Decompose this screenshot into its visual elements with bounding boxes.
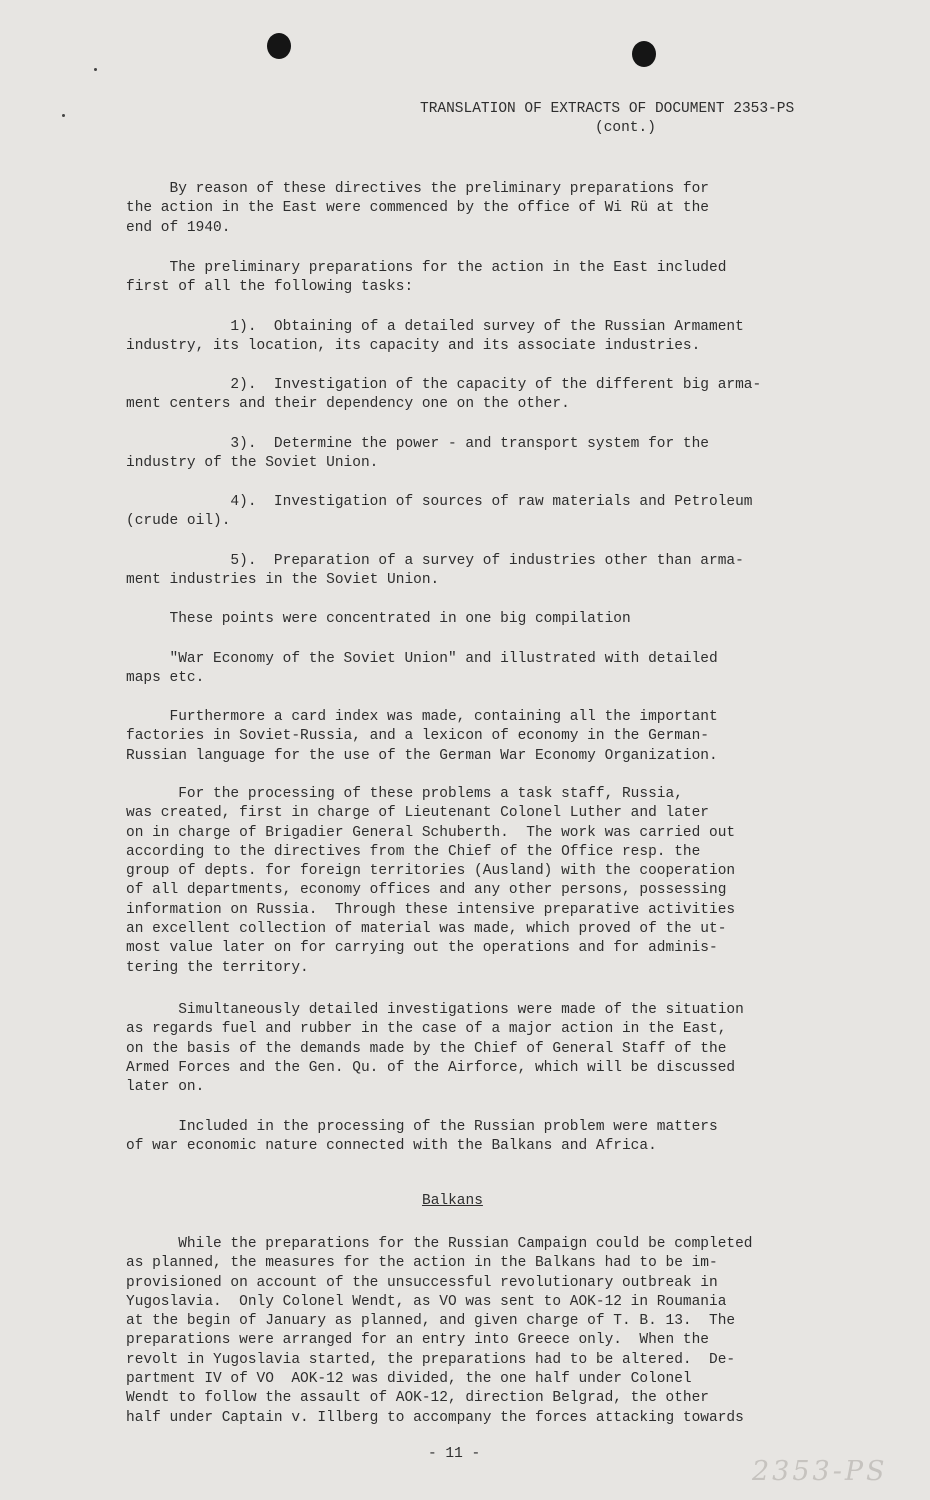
paragraph: Included in the processing of the Russian problem were matters of war economic nature connected with the Balkans and Africa. (126, 1119, 718, 1155)
paper-speck (62, 114, 65, 117)
paragraph: 1). Obtaining of a detailed survey of the Russian Armament industry, its location, its capacity and its associate industries. (126, 319, 744, 355)
paragraph: By reason of these directives the preliminary preparations for the action in the East were commenced by the office of Wi Rü at the end of 1940. (126, 181, 709, 236)
punch-hole-left (267, 33, 291, 59)
paragraph: "War Economy of the Soviet Union" and illustrated with detailed maps etc. (126, 651, 718, 687)
paragraph: For the processing of these problems a task staff, Russia, was created, first in charge of Lieutenant Colonel Luther and later on in charge of Brigadier General Schuberth. The work was carried out according to the directives from the Chief of the Office resp. the group of depts. for foreign territories (Ausland) with the cooperation of all departments, economy offices and any other persons, possessing information on Russia. Through these intensive preparative activities an excellent collection of material was made, which proved of the ut- most value later on for carrying out the operations and for adminis- tering the territory. (126, 786, 736, 976)
document-subtitle: (cont.) (595, 120, 656, 136)
paragraph: These points were concentrated in one big compilation (126, 611, 631, 627)
paragraph: 4). Investigation of sources of raw materials and Petroleum (crude oil). (126, 494, 753, 530)
paper-speck (94, 68, 97, 71)
paragraph: 5). Preparation of a survey of industries other than arma- ment industries in the Soviet Union. (126, 553, 744, 589)
paragraph: 2). Investigation of the capacity of the different big arma- ment centers and their dependency one on the other. (126, 377, 762, 413)
document-header (420, 100, 794, 138)
paragraph: The preliminary preparations for the action in the East included first of all the following tasks: (126, 260, 727, 296)
paragraph: Simultaneously detailed investigations were made of the situation as regards fuel and rubber in the case of a major action in the East, on the basis of the demands made by the Chief of General Staff of the Armed Forces and the Gen. Qu. of the Airforce, which will be discussed later on. (126, 1002, 744, 1096)
document-stamp: 2353-PS (752, 1456, 888, 1487)
section-heading: Balkans (422, 1193, 483, 1209)
paragraph: 3). Determine the power - and transport system for the industry of the Soviet Union. (126, 436, 709, 472)
paragraph: Furthermore a card index was made, containing all the important factories in Soviet-Russia, and a lexicon of economy in the German- Russian language for the use of the German War Economy Organization. (126, 709, 718, 764)
page-number: - 11 - (428, 1446, 481, 1462)
punch-hole-right (632, 41, 656, 67)
paragraph: While the preparations for the Russian Campaign could be completed as planned, the measures for the action in the Balkans had to be im- provisioned on account of the unsuccessful revolutionary outbreak in Yugoslavia. Only Colonel Wendt, as VO was sent to AOK-12 in Roumania at the begin of January as planned, and given charge of T. B. 13. The preparations were arranged for an entry into Greece only. When the revolt in Yugoslavia started, the preparations had to be altered. De- partment IV of VO AOK-12 was divided, the one half under Colonel Wendt to follow the assault of AOK-12, direction Belgrad, the other half under Captain v. Illberg to accompany the forces attacking towards (126, 1236, 753, 1426)
document-title: TRANSLATION OF EXTRACTS OF DOCUMENT 2353-PS (420, 101, 795, 117)
